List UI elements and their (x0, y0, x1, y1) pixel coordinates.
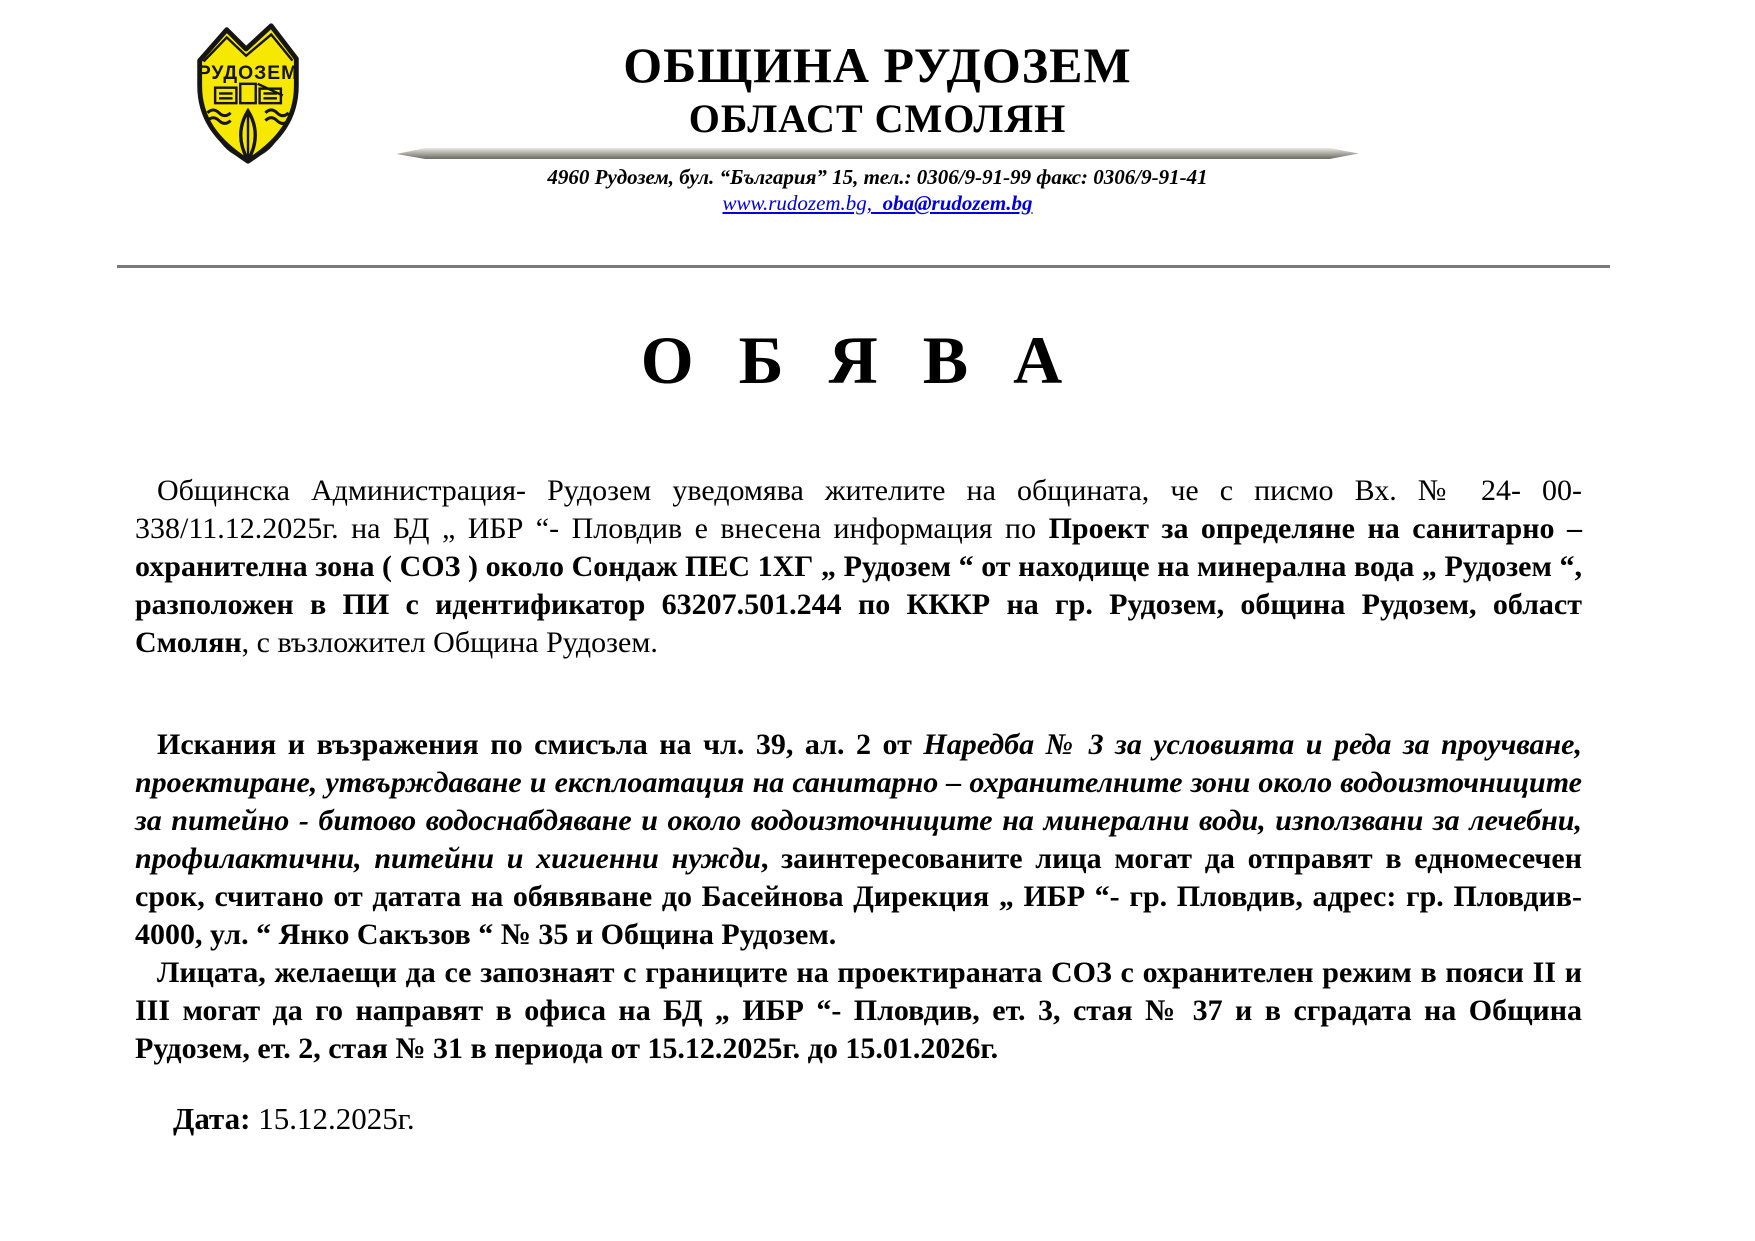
letterhead (0, 0, 1755, 268)
email-link[interactable]: oba@rudozem.bg (882, 191, 1033, 215)
document-body (135, 320, 1582, 1138)
header-rule (117, 265, 1610, 268)
paragraph-review-locations (135, 954, 1582, 1068)
date-line (173, 1100, 1582, 1138)
date-label: Дата: (173, 1101, 251, 1136)
website-link[interactable]: www.rudozem.bg, (722, 191, 873, 215)
municipality-title: ОБЩИНА РУДОЗЕМ (623, 37, 1132, 93)
region-subtitle: ОБЛАСТ СМОЛЯН (688, 96, 1067, 141)
link-spacer (872, 191, 883, 215)
announcement-title: О Б Я В А (640, 322, 1077, 398)
text-run: Наредба № 3 за условията и реда за проучване, проектиране, утвърждаване и експлоатация на санитарно – охранителните зони около водоизточниците за питейно - битово водоснабдяване и около водоизточниците на минерални води, използвани за лечебни, профилактични, питейни и хигиенни нужди (135, 728, 1582, 875)
text-run: Лицата, желаещи да се запознаят с границите на проектираната СОЗ с охранителен режим в пояси II и III могат да го направят в офиса на БД „ ИБР “- Пловдив, ет. 3, стая № 37 и в сградата на Община Рудозем, ет. 2, стая № 31 в периода от 15.12.2025г. до 15.01.2026г. (135, 956, 1582, 1065)
date-value: 15.12.2025г. (258, 1101, 415, 1136)
contact-links (0, 190, 1755, 216)
text-run: Искания и възражения по смисъла на чл. 39, ал. 2 от (157, 728, 924, 761)
paragraph-notice (135, 472, 1582, 662)
text-run: , заинтересованите лица могат да отправят в едномесечен срок, считано от датата на обявяване до Басейнова Дирекция „ ИБР “- гр. Пловдив, адрес: гр. Пловдив- 4000, ул. “ Янко Сакъзов “ № 35 и Община Рудозем. (135, 842, 1582, 951)
text-run: Проект за определяне на санитарно – охранителна зона ( СОЗ ) около Сондаж ПЕС 1ХГ „ Рудозем “ от находище на минерална вода „ Рудозем “, разположен в ПИ с идентификатор 63207.501.244 по КККР на гр. Рудозем, община Рудозем, област Смолян (135, 512, 1582, 659)
paragraph-objections (135, 726, 1582, 954)
municipality-crest-icon (190, 18, 306, 168)
text-run: , с възложител Община Рудозем. (241, 626, 658, 659)
address-line: 4960 Рудозем, бул. “България” 15, тел.: 0306/9-91-99 факс: 0306/9-91-41 (547, 165, 1208, 189)
crest-town-name: РУДОЗЕМ (197, 62, 299, 84)
text-run: Общинска Администрация- Рудозем уведомява жителите на общината, че с писмо Вх. № 24- 00-338/11.12.2025г. на БД „ ИБР “- Пловдив е внесена информация по (135, 474, 1582, 545)
beveled-divider (397, 148, 1359, 159)
